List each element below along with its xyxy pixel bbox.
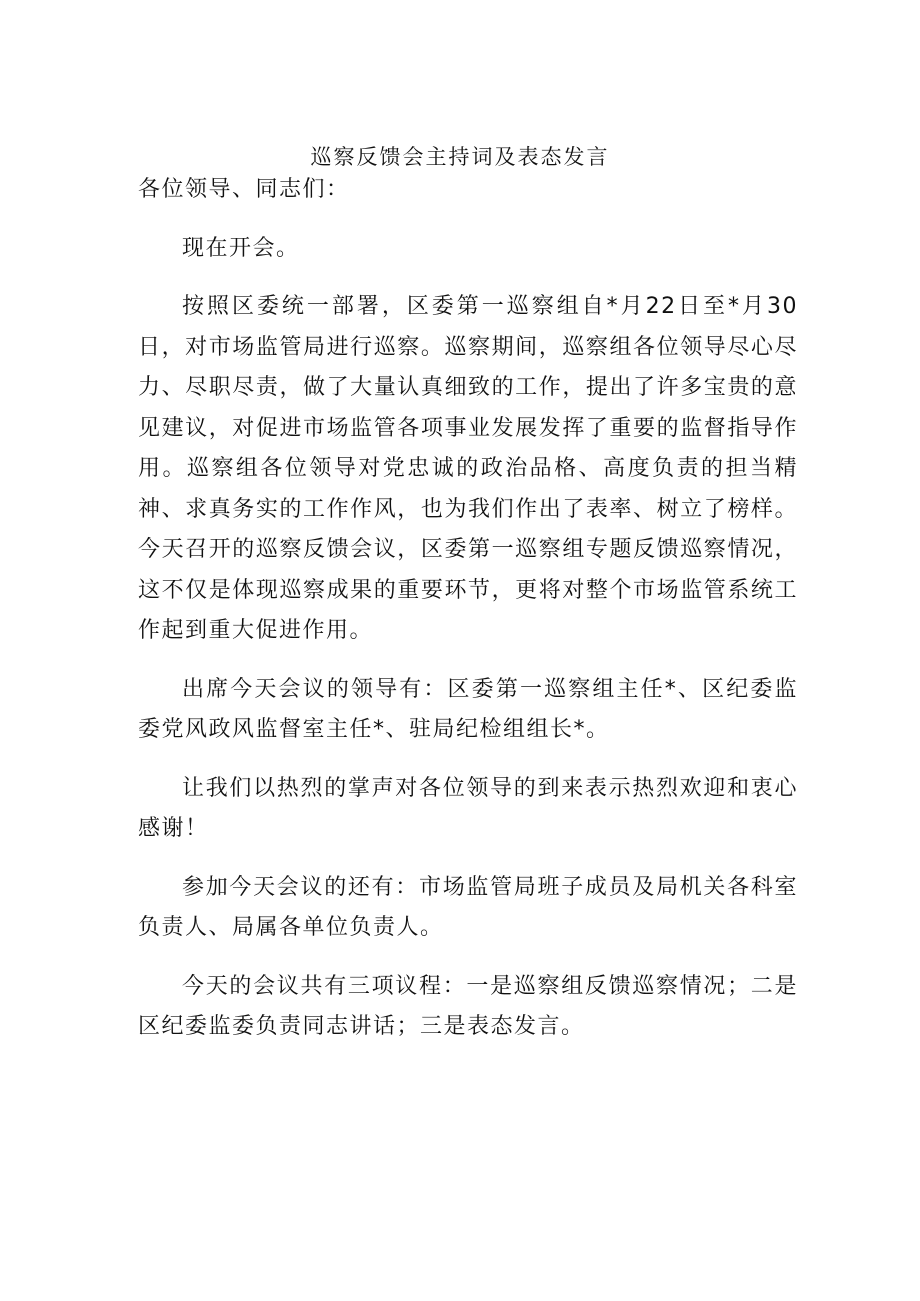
paragraph-inspection-summary: 按照区委统一部署，区委第一巡察组自*月22日至*月30日，对市场监管局进行巡察。巡察期间，巡察组各位领导尽心尽力、尽职尽责，做了大量认真细致的工作，提出了许多宝贵的意见建议，对促进市场监管各项事业发展发挥了重要的监督指导作用。巡察组各位领导对党忠诚的政治品格、高度负责的担当精神、求真务实的工作作风，也为我们作出了表率、树立了榜样。今天召开的巡察反馈会议，区委第一巡察组专题反馈巡察情况，这不仅是体现巡察成果的重要环节，更将对整个市场监管系统工作起到重大促进作用。 — [138, 294, 798, 643]
paragraph-participants: 参加今天会议的还有：市场监管局班子成员及局机关各科室负责人、局属各单位负责人。 — [138, 874, 798, 940]
document-body — [138, 170, 798, 1066]
paragraph-opening: 现在开会。 — [182, 235, 300, 261]
paragraph-attending-leaders: 出席今天会议的领导有：区委第一巡察组主任*、区纪委监委党风政风监督室主任*、驻局纪检组组长*。 — [138, 676, 798, 742]
document-title: 巡察反馈会主持词及表态发言 — [310, 145, 610, 169]
salutation: 各位领导、同志们： — [138, 177, 350, 202]
paragraph-agenda: 今天的会议共有三项议程：一是巡察组反馈巡察情况；二是区纪委监委负责同志讲话；三是表态发言。 — [138, 973, 798, 1039]
paragraph-welcome: 让我们以热烈的掌声对各位领导的到来表示热烈欢迎和衷心感谢！ — [138, 775, 798, 841]
